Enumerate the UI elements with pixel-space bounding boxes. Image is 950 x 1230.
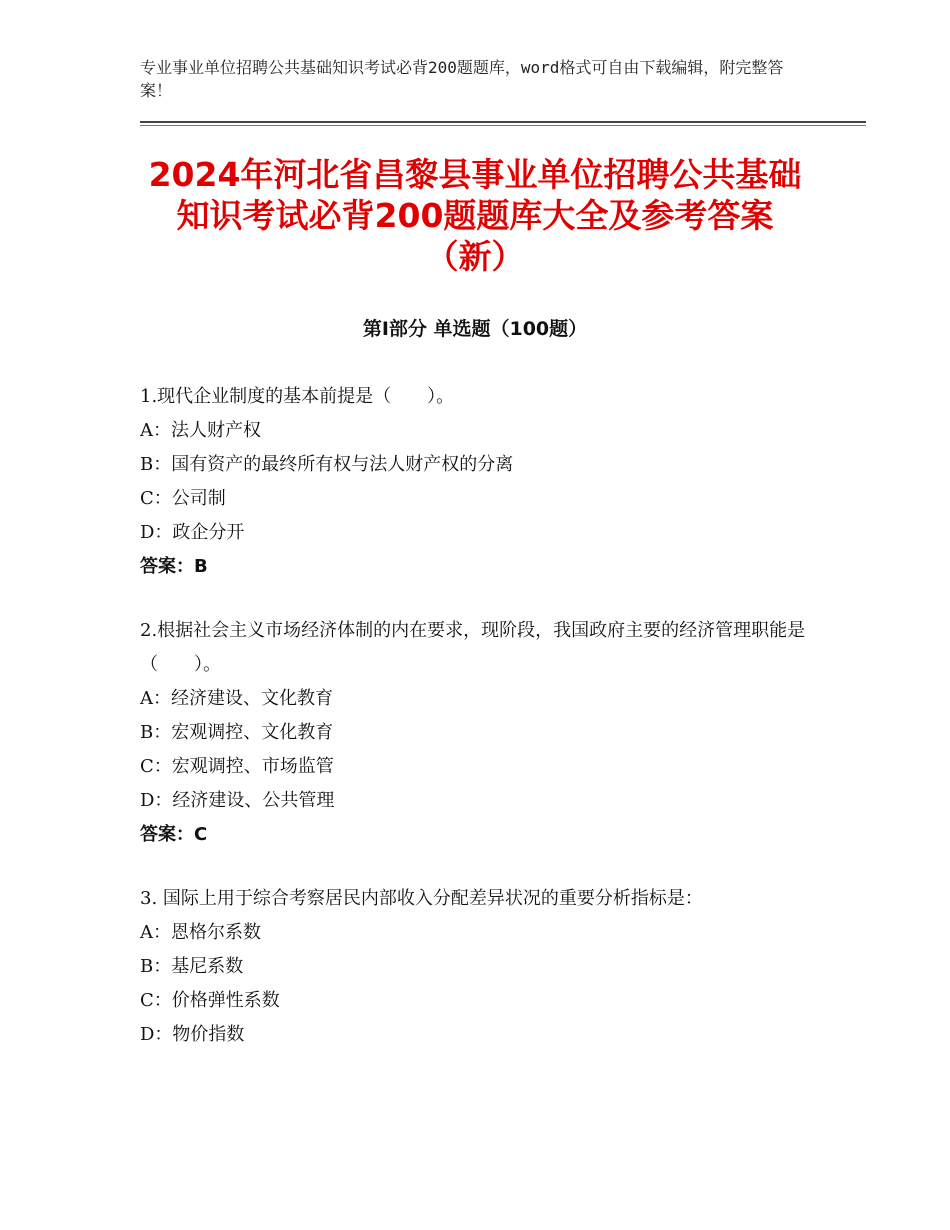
- answer: 答案：B: [140, 556, 208, 577]
- title-line: 知识考试必背200题题库大全及参考答案: [176, 196, 774, 235]
- title-line: （新）: [425, 237, 525, 276]
- question-item: [140, 882, 820, 1052]
- question-stem: 1.现代企业制度的基本前提是（ ）。: [140, 386, 455, 407]
- question-item: [140, 614, 820, 852]
- question-list: [140, 380, 820, 1082]
- option-c: C：公司制: [140, 488, 226, 509]
- option-c: C：宏观调控、市场监管: [140, 756, 334, 777]
- section-title: 第Ⅰ部分 单选题（100题）: [362, 318, 588, 340]
- header-divider: [140, 121, 866, 123]
- question-stem: 3. 国际上用于综合考察居民内部收入分配差异状况的重要分析指标是：: [140, 888, 703, 909]
- option-d: D：经济建设、公共管理: [140, 790, 335, 811]
- header-divider-thin: [140, 125, 866, 126]
- question-item: [140, 380, 820, 584]
- answer: 答案：C: [140, 824, 208, 845]
- option-b: B：国有资产的最终所有权与法人财产权的分离: [140, 454, 514, 475]
- option-a: A：经济建设、文化教育: [140, 688, 333, 709]
- document-title: [120, 154, 830, 277]
- option-a: A：法人财产权: [140, 420, 261, 441]
- option-a: A：恩格尔系数: [140, 922, 261, 943]
- option-b: B：基尼系数: [140, 956, 244, 977]
- option-b: B：宏观调控、文化教育: [140, 722, 334, 743]
- option-d: D：政企分开: [140, 522, 245, 543]
- option-d: D：物价指数: [140, 1024, 245, 1045]
- title-line: 2024年河北省昌黎县事业单位招聘公共基础: [148, 155, 802, 194]
- question-stem: 2.根据社会主义市场经济体制的内在要求，现阶段，我国政府主要的经济管理职能是（ ）。: [140, 620, 806, 675]
- header-note: 专业事业单位招聘公共基础知识考试必背200题题库，word格式可自由下载编辑，附完整答案！: [140, 58, 784, 100]
- option-c: C：价格弹性系数: [140, 990, 280, 1011]
